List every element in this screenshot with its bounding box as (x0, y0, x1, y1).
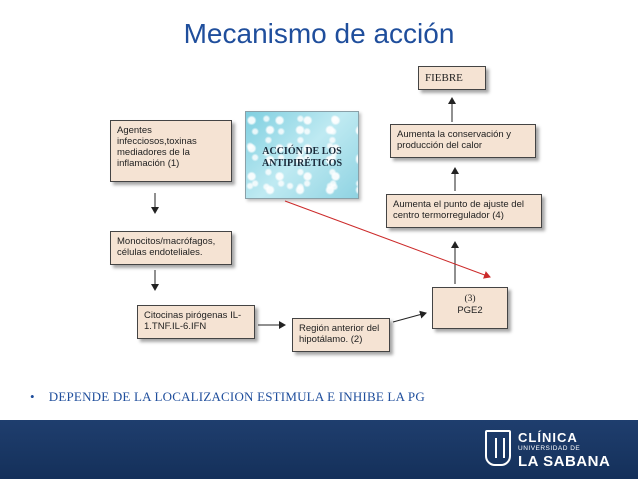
logo-line1: CLÍNICA (518, 430, 578, 445)
arrow-antipireticos-pge2 (285, 201, 490, 277)
box-agentes-text: Agentes infecciosos,toxinas mediadores de la inflamación (1) (117, 125, 197, 169)
logo-line3: LA SABANA (518, 453, 611, 470)
arrow-region-pge2 (393, 313, 426, 322)
bullet-label: DEPENDE DE LA LOCALIZACION ESTIMULA E INHIBE LA PG (48, 389, 425, 404)
university-logo (485, 428, 625, 472)
bullet-text (30, 389, 425, 405)
box-citocinas-text: Citocinas pirógenas IL-1.TNF.IL-6.IFN (144, 310, 242, 332)
logo-line2: UNIVERSIDAD DE (518, 445, 581, 452)
bullet-dot: • (30, 389, 35, 404)
box-punto-ajuste-text: Aumenta el punto de ajuste del centro termorregulador (4) (393, 199, 524, 221)
antipireticos-label: ACCIÓN DE LOS ANTIPIRÉTICOS (261, 146, 343, 169)
slide-title: Mecanismo de acción (183, 18, 455, 49)
box-fiebre-text: FIEBRE (425, 72, 463, 84)
box-pge2-label: PGE2 (457, 305, 483, 316)
box-region-text: Región anterior del hipotálamo. (2) (299, 323, 380, 345)
shield-icon (485, 430, 511, 466)
box-conservacion-text: Aumenta la conservación y producción del calor (397, 129, 512, 151)
box-pge2-number: (3) (464, 294, 476, 304)
box-monocitos-text: Monocitos/macrófagos, células endoteliales. (117, 236, 216, 258)
